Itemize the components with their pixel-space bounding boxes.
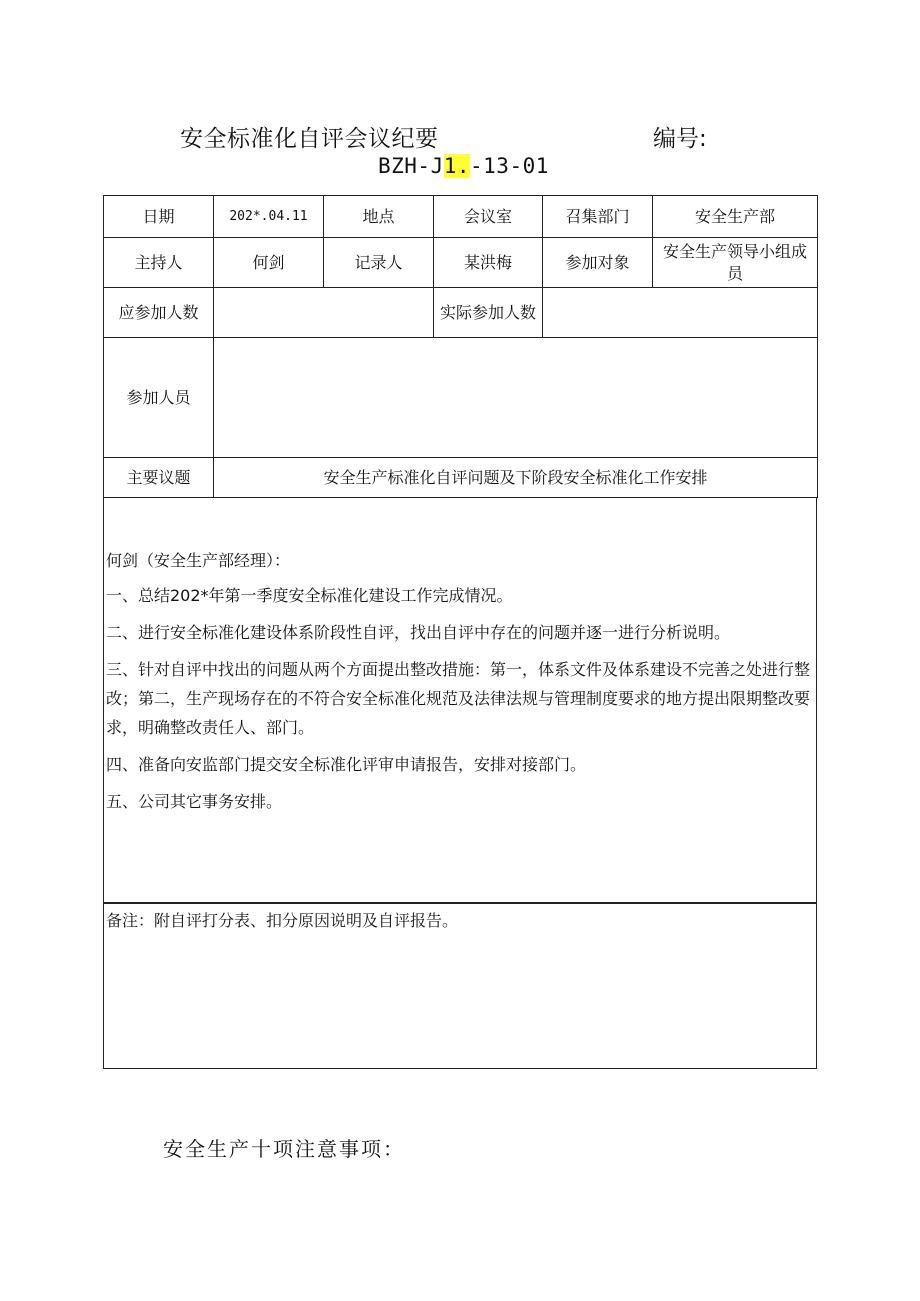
list-item: 五、公司其它事务安排。 bbox=[106, 792, 283, 811]
list-item: 一、总结202*年第一季度安全标准化建设工作完成情况。 bbox=[106, 586, 513, 605]
topic-label: 主要议题 bbox=[104, 458, 214, 498]
code-suffix: -13-01 bbox=[470, 154, 549, 178]
date-value: 202*.04.11 bbox=[214, 196, 324, 238]
list-item: 二、进行安全标准化建设体系阶段性自评，找出自评中存在的问题并逐一进行分析说明。 bbox=[106, 623, 731, 642]
code-label: 编号: bbox=[653, 126, 707, 152]
recorder-value: 某洪梅 bbox=[434, 238, 543, 288]
table-row bbox=[104, 338, 818, 458]
table-row bbox=[104, 196, 818, 238]
remarks-text: 备注：附自评打分表、扣分原因说明及自评报告。 bbox=[106, 911, 459, 930]
code-prefix: BZH-J bbox=[378, 154, 444, 178]
attendees-value bbox=[214, 338, 818, 458]
agenda-items bbox=[106, 581, 811, 824]
place-label: 地点 bbox=[324, 196, 434, 238]
list-item: 三、针对自评中找出的问题从两个方面提出整改措施：第一，体系文件及体系建设不完善之处进行整改；第二，生产现场存在的不符合安全标准化规范及法律法规与管理制度要求的地方提出限期整改要求，明确整改责任人、部门。 bbox=[106, 660, 811, 737]
recorder-label: 记录人 bbox=[324, 238, 434, 288]
expected-count-value bbox=[214, 288, 434, 338]
host-label: 主持人 bbox=[104, 238, 214, 288]
target-label: 参加对象 bbox=[543, 238, 653, 288]
table-row bbox=[104, 288, 818, 338]
meeting-info-table bbox=[103, 195, 818, 498]
footer-heading: 安全生产十项注意事项： bbox=[163, 1137, 405, 1161]
expected-count-label: 应参加人数 bbox=[104, 288, 214, 338]
place-value: 会议室 bbox=[434, 196, 543, 238]
meeting-content bbox=[103, 498, 817, 903]
topic-value: 安全生产标准化自评问题及下阶段安全标准化工作安排 bbox=[214, 458, 818, 498]
dept-label: 召集部门 bbox=[543, 196, 653, 238]
table-row bbox=[104, 458, 818, 498]
date-label: 日期 bbox=[104, 196, 214, 238]
host-value: 何剑 bbox=[214, 238, 324, 288]
table-row bbox=[104, 238, 818, 288]
document-code bbox=[378, 154, 549, 178]
code-highlight: 1. bbox=[443, 154, 471, 178]
attendees-label: 参加人员 bbox=[104, 338, 214, 458]
actual-count-label: 实际参加人数 bbox=[434, 288, 543, 338]
document-title: 安全标准化自评会议纪要 bbox=[180, 126, 439, 152]
speaker-line: 何剑（安全生产部经理）： bbox=[106, 551, 291, 570]
target-value: 安全生产领导小组成员 bbox=[653, 238, 818, 288]
dept-value: 安全生产部 bbox=[653, 196, 818, 238]
actual-count-value bbox=[543, 288, 818, 338]
list-item: 四、准备向安监部门提交安全标准化评审申请报告，安排对接部门。 bbox=[106, 755, 587, 774]
remarks-box bbox=[103, 903, 817, 1069]
